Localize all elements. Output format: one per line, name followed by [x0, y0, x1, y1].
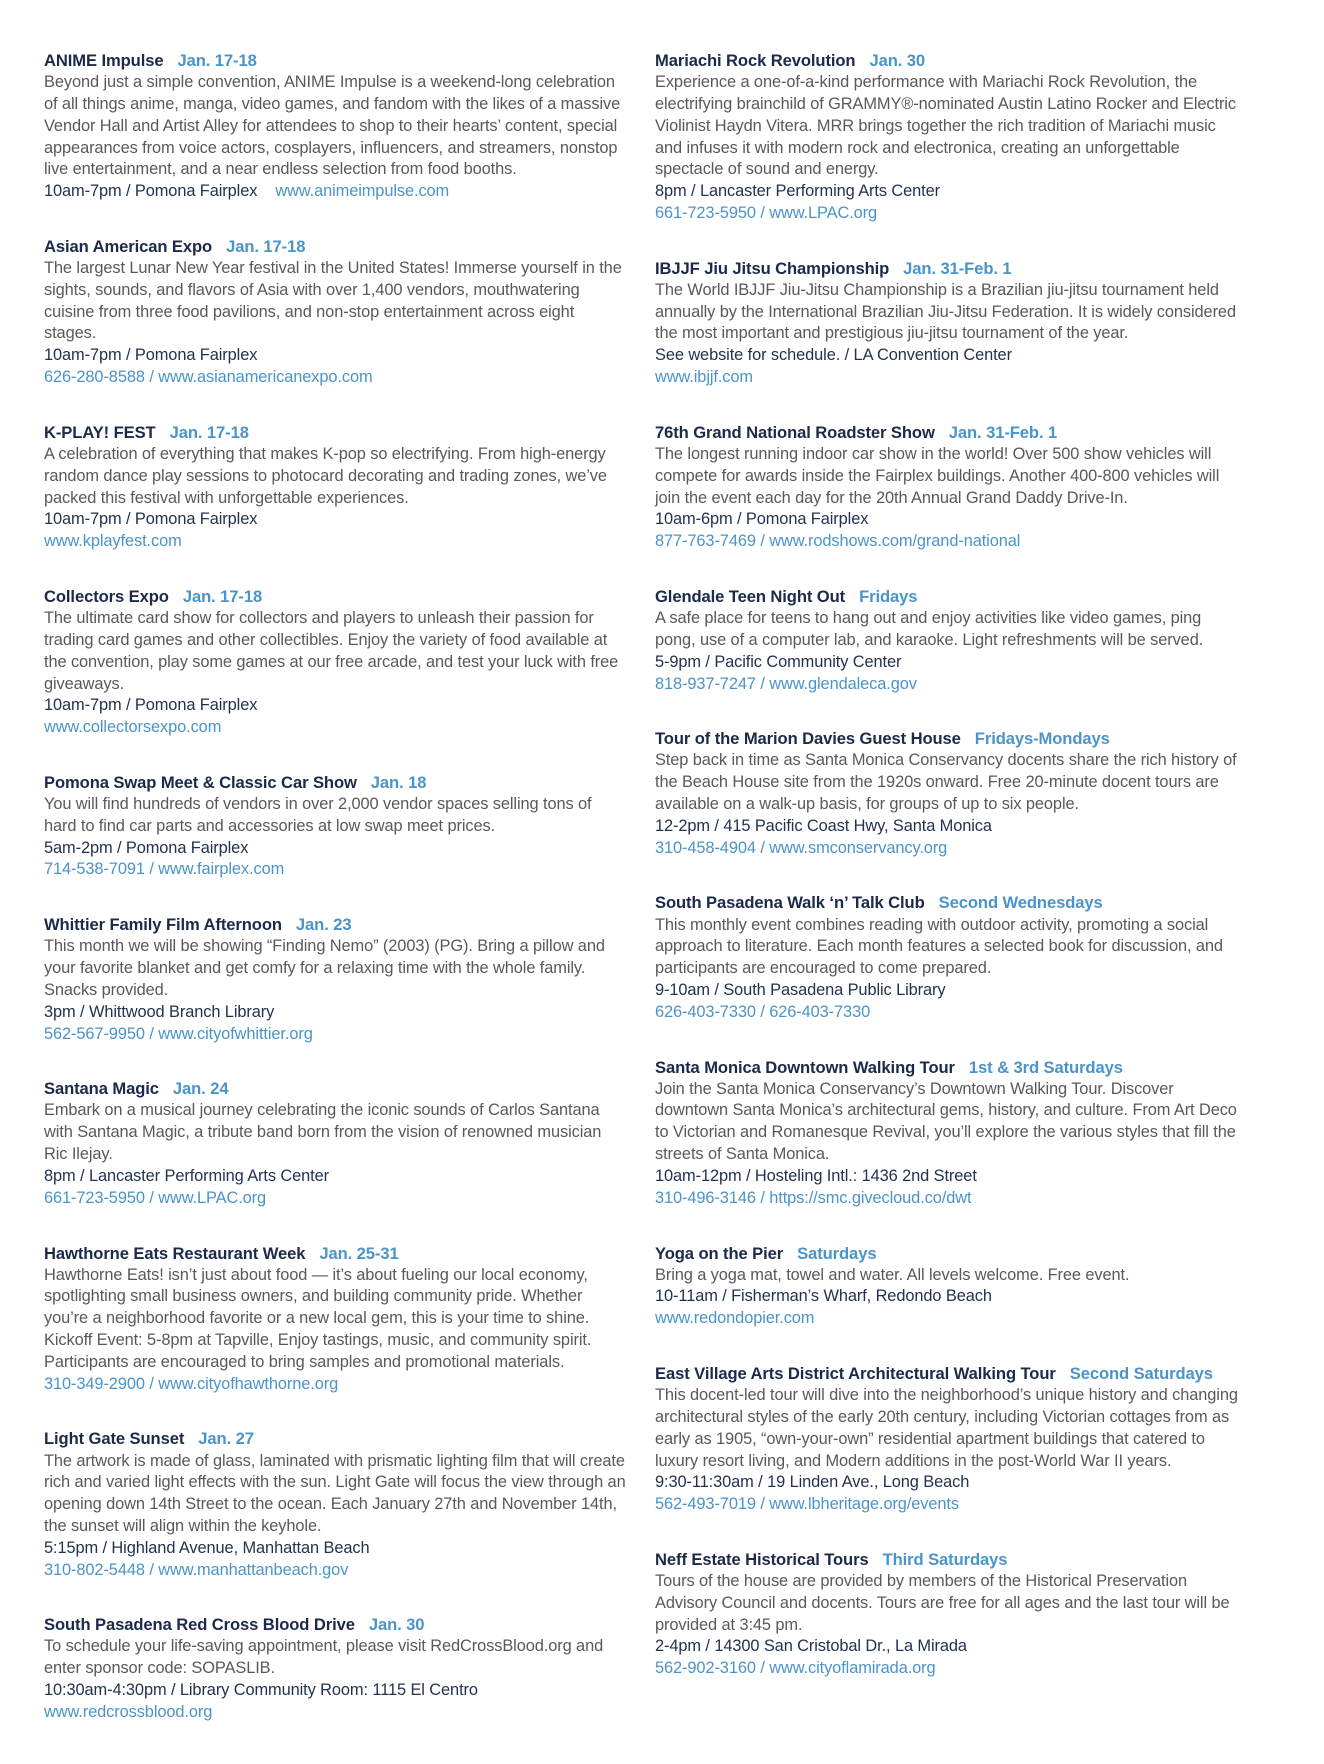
- event-contact-link[interactable]: 714-538-7091 / www.fairplex.com: [44, 860, 285, 879]
- event-description: The World IBJJF Jiu-Jitsu Championship is a Brazilian jiu-jitsu tournament held annually by the International Brazilian Jiu-Jitsu Federation. It is widely considered the most important and prestigious jiu-jitsu tournament of the year.: [655, 280, 1236, 343]
- event-item: [44, 1243, 627, 1396]
- event-time-venue: [655, 181, 1240, 203]
- event-website-link[interactable]: www.animeimpulse.com: [275, 182, 450, 201]
- event-header: [44, 772, 627, 794]
- event-contact-link[interactable]: 626-403-7330 / 626-403-7330: [655, 1002, 871, 1021]
- event-time-venue: [44, 1538, 627, 1560]
- event-time-venue: [44, 1166, 627, 1188]
- event-header: [655, 1549, 1240, 1571]
- event-description: Join the Santa Monica Conservancy’s Downtown Walking Tour. Discover downtown Santa Monica’s architectural gems, history, and culture. From Art Deco to Victorian and Romanesque Revival, you’ll explore the various styles that fill the streets of Santa Monica.: [655, 1079, 1237, 1164]
- event-contact-link[interactable]: 562-902-3160 / www.cityoflamirada.org: [655, 1659, 936, 1678]
- event-description: This month we will be showing “Finding Nemo” (2003) (PG). Bring a pillow and your favorite blanket and get comfy for a relaxing time with the whole family. Snacks provided.: [44, 937, 605, 999]
- event-contact-link[interactable]: 562-493-7019 / www.lbheritage.org/events: [655, 1495, 959, 1514]
- event-date: Jan. 24: [172, 1079, 229, 1099]
- event-title: Tour of the Marion Davies Guest House: [655, 729, 961, 749]
- event-date: Fridays-Mondays: [974, 729, 1110, 749]
- event-header: [655, 586, 1240, 608]
- event-title: ANIME Impulse: [44, 51, 164, 70]
- event-description: A celebration of everything that makes K-pop so electrifying. From high-energy random dance play sessions to photocard decorating and trading zones, we’ve packed this festival with unforgettable experiences.: [44, 444, 607, 507]
- event-item: [44, 772, 627, 881]
- event-item: [655, 1057, 1240, 1210]
- event-description: Step back in time as Santa Monica Conservancy docents share the rich history of the Beach House site from the 1920s onward. Free 20-minute docent tours are available on a walk-up basis, for groups of up to six people.: [655, 751, 1237, 813]
- event-date: 1st & 3rd Saturdays: [968, 1057, 1123, 1077]
- event-date: Jan. 27: [198, 1429, 254, 1449]
- event-item: [44, 422, 627, 553]
- event-item: [44, 914, 627, 1045]
- event-date: Fridays: [859, 587, 918, 606]
- event-contact-link[interactable]: www.ibjjf.com: [655, 368, 753, 387]
- event-time-venue-text: 10:30am-4:30pm / Library Community Room: 1115 El Centro: [44, 1681, 478, 1700]
- event-time-venue-text: 10am-7pm / Pomona Fairplex: [44, 346, 258, 365]
- event-title: Santana Magic: [44, 1079, 159, 1099]
- event-description: Embark on a musical journey celebrating the iconic sounds of Carlos Santana with Santana Magic, a tribute band born from the vision of renowned musician Ric Ilejay.: [44, 1101, 602, 1164]
- event-header: [655, 1243, 1240, 1265]
- event-header: [44, 50, 627, 72]
- event-time-venue-text: See website for schedule. / LA Convention Center: [655, 346, 1012, 365]
- event-title: Hawthorne Eats Restaurant Week: [44, 1243, 306, 1263]
- event-header: [655, 1057, 1240, 1079]
- event-time-venue-text: 9-10am / South Pasadena Public Library: [655, 980, 946, 999]
- event-description: To schedule your life-saving appointment, please visit RedCrossBlood.org and enter sponsor code: SOPASLIB.: [44, 1637, 604, 1678]
- event-title: IBJJF Jiu Jitsu Championship: [655, 258, 890, 278]
- left-column: [44, 50, 627, 1724]
- event-item: [655, 1549, 1240, 1680]
- event-title: Neff Estate Historical Tours: [655, 1549, 869, 1569]
- event-title: 76th Grand National Roadster Show: [655, 422, 935, 442]
- event-time-venue-text: 12-2pm / 415 Pacific Coast Hwy, Santa Monica: [655, 816, 992, 835]
- event-title: Mariachi Rock Revolution: [655, 51, 856, 70]
- event-description: The longest running indoor car show in the world! Over 500 show vehicles will compete for awards inside the Fairplex buildings. Another 400-800 vehicles will join the event each day for the 20th Annual Grand Daddy Drive-In.: [655, 444, 1220, 507]
- event-time-venue-text: 8pm / Lancaster Performing Arts Center: [44, 1166, 329, 1185]
- event-contact-link[interactable]: www.collectorsexpo.com: [44, 718, 222, 737]
- event-header: [655, 728, 1240, 750]
- event-time-venue: [655, 652, 1240, 674]
- event-contact-link[interactable]: 661-723-5950 / www.LPAC.org: [44, 1188, 267, 1207]
- event-contact-link[interactable]: 562-567-9950 / www.cityofwhittier.org: [44, 1024, 313, 1043]
- event-contact-link[interactable]: 310-496-3146 / https://smc.givecloud.co/dwt: [655, 1188, 972, 1207]
- event-date: Jan. 23: [295, 915, 352, 935]
- event-time-venue: [44, 838, 627, 860]
- event-time-venue-text: 5am-2pm / Pomona Fairplex: [44, 838, 249, 857]
- event-header: [44, 422, 627, 444]
- event-description: This docent-led tour will dive into the neighborhood’s unique history and changing architectural styles of the early 20th century, including Victorian cottages from as early as 1905, “own-your-own” residential apartment buildings that catered to luxury resort living, and Modern additions in the post-World War II years.: [655, 1386, 1238, 1470]
- event-time-venue-text: 9:30-11:30am / 19 Linden Ave., Long Beach: [655, 1473, 970, 1492]
- event-contact-link[interactable]: 626-280-8588 / www.asianamericanexpo.com: [44, 368, 373, 387]
- event-date: Jan. 17-18: [177, 51, 257, 70]
- event-time-venue-text: 10am-7pm / Pomona Fairplex: [44, 182, 258, 201]
- event-header: [655, 1363, 1240, 1385]
- event-description: Experience a one-of-a-kind performance with Mariachi Rock Revolution, the electrifying brainchild of GRAMMY®-nominated Austin Latino Rocker and Electric Violinist Haydn Vitera. MRR brings together the rich tradition of Mariachi music and infuses it with modern rock and electronica, creating an unforgettable spectacle of sound and energy.: [655, 73, 1236, 179]
- event-time-venue: [655, 345, 1240, 367]
- event-contact-link[interactable]: 661-723-5950 / www.LPAC.org: [655, 203, 878, 222]
- event-header: [44, 586, 627, 608]
- event-date: Jan. 30: [869, 51, 926, 70]
- event-time-venue: [655, 1286, 1240, 1308]
- event-time-venue-text: 10-11am / Fisherman’s Wharf, Redondo Beach: [655, 1287, 992, 1306]
- event-description: The ultimate card show for collectors and players to unleash their passion for trading card games and other collectibles. Enjoy the variety of food available at the convention, play some games at our free arcade, and test your luck with free giveaways.: [44, 609, 619, 693]
- event-item: [44, 50, 627, 203]
- event-time-venue-text: 5:15pm / Highland Avenue, Manhattan Beach: [44, 1538, 370, 1557]
- event-contact-link[interactable]: 818-937-7247 / www.glendaleca.gov: [655, 674, 917, 693]
- event-time-venue: [655, 816, 1240, 838]
- event-item: [655, 728, 1240, 859]
- event-description: You will find hundreds of vendors in over 2,000 vendor spaces selling tons of hard to find car parts and accessories at low swap meet prices.: [44, 795, 592, 835]
- event-header: [655, 892, 1240, 914]
- event-title: Collectors Expo: [44, 587, 169, 606]
- event-header: [655, 422, 1240, 444]
- event-time-venue: [655, 509, 1240, 531]
- event-date: Jan. 18: [370, 772, 427, 792]
- event-title: Pomona Swap Meet & Classic Car Show: [44, 772, 357, 792]
- event-title: K-PLAY! FEST: [44, 422, 156, 442]
- event-title: Santa Monica Downtown Walking Tour: [655, 1057, 955, 1077]
- event-time-venue: [44, 181, 627, 203]
- event-time-venue: [44, 695, 627, 717]
- event-item: [44, 1614, 627, 1723]
- event-item: [44, 1428, 627, 1581]
- event-contact-link[interactable]: www.redcrossblood.org: [44, 1702, 213, 1721]
- event-item: [655, 892, 1240, 1023]
- event-description: This monthly event combines reading with outdoor activity, promoting a social approach to literature. Each month features a selected book for discussion, and participants are encouraged to come prepared.: [655, 915, 1223, 978]
- event-item: [655, 422, 1240, 553]
- event-time-venue: [44, 509, 627, 531]
- event-time-venue: [655, 1636, 1240, 1658]
- event-item: [655, 50, 1240, 225]
- event-title: Yoga on the Pier: [655, 1243, 784, 1263]
- event-header: [44, 1428, 627, 1450]
- event-time-venue-text: 10am-7pm / Pomona Fairplex: [44, 696, 258, 715]
- event-date: Jan. 30: [368, 1615, 425, 1635]
- event-contact-link[interactable]: 310-458-4904 / www.smconservancy.org: [655, 838, 948, 857]
- event-item: [655, 258, 1240, 389]
- event-description: The largest Lunar New Year festival in the United States! Immerse yourself in the sights, sounds, and flavors of Asia with over 1,400 vendors, mouthwatering cuisine from three food pavilions, and non-stop entertainment across eight stages.: [44, 259, 622, 343]
- event-title: Light Gate Sunset: [44, 1429, 185, 1449]
- event-header: [44, 1614, 627, 1636]
- event-header: [44, 914, 627, 936]
- event-date: Second Wednesdays: [938, 893, 1103, 913]
- event-time-venue-text: 8pm / Lancaster Performing Arts Center: [655, 182, 940, 201]
- event-item: [44, 236, 627, 389]
- event-contact-link[interactable]: www.redondopier.com: [655, 1309, 815, 1328]
- event-time-venue-text: 2-4pm / 14300 San Cristobal Dr., La Mirada: [655, 1637, 967, 1656]
- event-contact-link[interactable]: 310-349-2900 / www.cityofhawthorne.org: [44, 1374, 339, 1393]
- event-description: Tours of the house are provided by members of the Historical Preservation Advisory Council and docents. Tours are free for all ages and the last tour will be provided at 3:45 pm.: [655, 1572, 1230, 1634]
- event-date: Jan. 31-Feb. 1: [903, 258, 1012, 278]
- event-header: [44, 236, 627, 258]
- event-title: South Pasadena Walk ‘n’ Talk Club: [655, 893, 925, 913]
- event-date: Jan. 31-Feb. 1: [948, 422, 1058, 442]
- event-item: [44, 586, 627, 739]
- right-column: [655, 50, 1240, 1724]
- event-date: Jan. 17-18: [182, 587, 263, 606]
- event-header: [655, 50, 1240, 72]
- event-time-venue: [44, 1002, 627, 1024]
- event-description: A safe place for teens to hang out and enjoy activities like video games, ping pong, use of a computer lab, and karaoke. Light refreshments will be served.: [655, 609, 1204, 649]
- event-date: Jan. 17-18: [169, 422, 249, 442]
- event-title: Whittier Family Film Afternoon: [44, 915, 282, 935]
- event-item: [655, 1243, 1240, 1331]
- event-time-venue: [655, 1166, 1240, 1188]
- event-time-venue: [655, 1472, 1240, 1494]
- event-contact-link[interactable]: 310-802-5448 / www.manhattanbeach.gov: [44, 1560, 349, 1579]
- event-time-venue: [44, 1680, 627, 1702]
- event-description: Bring a yoga mat, towel and water. All levels welcome. Free event.: [655, 1265, 1130, 1284]
- event-time-venue-text: 10am-7pm / Pomona Fairplex: [44, 510, 258, 529]
- event-time-venue-text: 3pm / Whittwood Branch Library: [44, 1002, 275, 1021]
- event-description: Hawthorne Eats! isn’t just about food — it’s about fueling our local economy, spotlighting small business owners, and building community pride. Whether you’re a neighborhood favorite or a new local gem, this is your time to shine. Kickoff Event: 5-8pm at Tapville, Enjoy tastings, music, and community spirit. Participants are encouraged to bring samples and promotional materials.: [44, 1265, 592, 1371]
- event-description: Beyond just a simple convention, ANIME Impulse is a weekend-long celebration of all things anime, manga, video games, and fandom with the likes of a massive Vendor Hall and Artist Alley for attendees to shop to their hearts’ content, special appearances from voice actors, cosplayers, influencers, and streamers, nonstop live entertainment, and a near endless selection from food booths.: [44, 73, 621, 179]
- event-title: Asian American Expo: [44, 236, 213, 256]
- event-header: [44, 1243, 627, 1265]
- event-date: Jan. 17-18: [226, 236, 306, 256]
- event-description: The artwork is made of glass, laminated with prismatic lighting film that will create rich and varied light effects with the sun. Light Gate will focus the view through an opening down 14th Street to the ocean. Each January 27th and November 14th, the sunset will align within the keyhole.: [44, 1451, 626, 1535]
- event-time-venue-text: 5-9pm / Pacific Community Center: [655, 652, 902, 671]
- event-contact-link[interactable]: www.kplayfest.com: [44, 532, 182, 551]
- event-item: [655, 1363, 1240, 1516]
- event-date: Second Saturdays: [1069, 1364, 1213, 1383]
- event-date: Jan. 25-31: [319, 1243, 399, 1263]
- event-contact-link[interactable]: 877-763-7469 / www.rodshows.com/grand-national: [655, 532, 1021, 551]
- event-time-venue: [655, 980, 1240, 1002]
- event-title: South Pasadena Red Cross Blood Drive: [44, 1615, 355, 1635]
- event-header: [655, 258, 1240, 280]
- event-time-venue-text: 10am-12pm / Hosteling Intl.: 1436 2nd Street: [655, 1166, 977, 1185]
- event-item: [44, 1078, 627, 1209]
- event-header: [44, 1078, 627, 1100]
- event-date: Third Saturdays: [882, 1549, 1008, 1569]
- event-item: [655, 586, 1240, 695]
- event-time-venue-text: 10am-6pm / Pomona Fairplex: [655, 510, 869, 529]
- event-date: Saturdays: [797, 1243, 877, 1263]
- event-title: East Village Arts District Architectural Walking Tour: [655, 1364, 1056, 1383]
- event-title: Glendale Teen Night Out: [655, 587, 846, 606]
- event-time-venue: [44, 345, 627, 367]
